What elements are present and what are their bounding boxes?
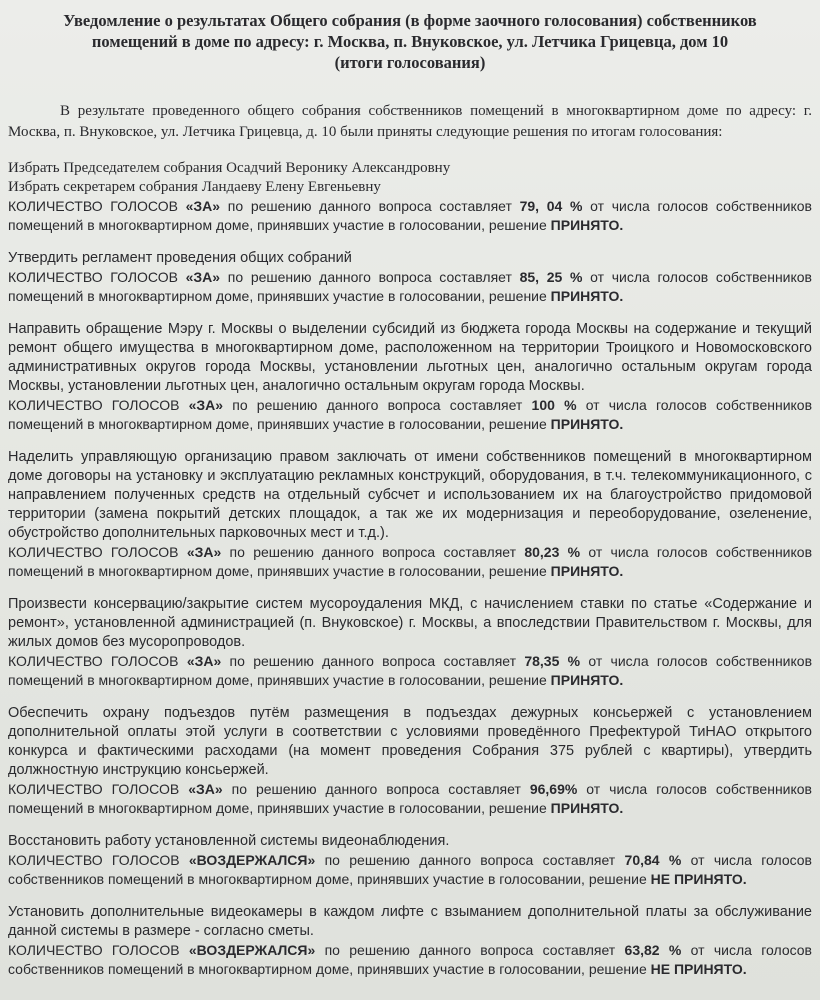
decision-status: НЕ ПРИНЯТО. <box>650 871 747 887</box>
notice-title <box>22 10 798 73</box>
vote-type-za: «ЗА» <box>188 397 224 413</box>
question-text-7: Восстановить работу установленной системы видеонаблюдения. <box>8 833 450 849</box>
question-text-5: Произвести консервацию/закрытие систем мусороудаления МКД, с начислением ставки по статье «Содержание и ремонт», установленной администрацией (п. Внуковское) г. Москвы, а впоследствии Правительством г. Москвы, для жилых домов без мусоропроводов. <box>8 596 812 650</box>
vote-type-abstain: «ВОЗДЕРЖАЛСЯ» <box>188 852 316 868</box>
decision-item-4 <box>8 448 812 581</box>
vote-percent: 63,82 % <box>624 942 682 958</box>
vote-type-za: «ЗА» <box>185 269 221 285</box>
vote-result-7: КОЛИЧЕСТВО ГОЛОСОВ «ВОЗДЕРЖАЛСЯ» по решению данного вопроса составляет 70,84 % от числа голосов собственников помещений в многоквартирном доме, принявших участие в голосовании, решение НЕ ПРИНЯТО. <box>8 852 812 887</box>
decision-item-8 <box>8 903 812 979</box>
vote-percent: 85, 25 % <box>519 269 583 285</box>
decision-status: НЕ ПРИНЯТО. <box>650 961 747 977</box>
question-text-3: Направить обращение Мэру г. Москвы о выделении субсидий из бюджета города Москвы на содержание и текущий ремонт общего имущества в многоквартирном доме, расположенном на территории Троицкого и Новомосковского административных округов города Москвы, установлении льготных цен, аналогично остальным округам города Москвы, установлении льготных цен, аналогично остальным округам города Москвы. <box>8 321 812 394</box>
vote-result-2: КОЛИЧЕСТВО ГОЛОСОВ «ЗА» по решению данного вопроса составляет 85, 25 % от числа голосов собственников помещений в многоквартирном доме, принявших участие в голосовании, решение ПРИНЯТО. <box>8 269 812 304</box>
decision-status: ПРИНЯТО. <box>550 217 624 233</box>
question-text-6: Обеспечить охрану подъездов путём размещения в подъездах дежурных консьержей с установлением дополнительной оплаты этой услуги в соответствии с условиями проведённого Префектурой ТиНАО открытого конкурса и фактическими расходами (на момент проведения Собрания 375 рублей с квартиры), утвердить должностную инструкцию консьержей. <box>8 705 812 778</box>
vote-percent: 96,69% <box>529 781 578 797</box>
vote-type-abstain: «ВОЗДЕРЖАЛСЯ» <box>188 942 316 958</box>
vote-type-za: «ЗА» <box>185 198 221 214</box>
vote-percent: 80,23 % <box>524 544 581 560</box>
vote-result-8: КОЛИЧЕСТВО ГОЛОСОВ «ВОЗДЕРЖАЛСЯ» по решению данного вопроса составляет 63,82 % от числа голосов собственников помещений в многоквартирном доме, принявших участие в голосовании, решение НЕ ПРИНЯТО. <box>8 942 812 977</box>
vote-percent: 79, 04 % <box>519 198 583 214</box>
decision-item-2 <box>8 249 812 306</box>
decision-item-5 <box>8 595 812 690</box>
title-line-2: помещений в доме по адресу: г. Москва, п. Внуковское, ул. Летчика Грицевца, дом 10 <box>91 32 729 51</box>
vote-type-za: «ЗА» <box>186 653 222 669</box>
question-text-8: Установить дополнительные видеокамеры в каждом лифте с взыманием дополнительной платы за обслуживание данной системы в размере - согласно сметы. <box>8 904 812 939</box>
decision-item-3 <box>8 320 812 434</box>
vote-result-3: КОЛИЧЕСТВО ГОЛОСОВ «ЗА» по решению данного вопроса составляет 100 % от числа голосов собственников помещений в многоквартирном доме, принявших участие в голосовании, решение ПРИНЯТО. <box>8 397 813 432</box>
question-line-1a: Избрать Председателем собрания Осадчий Веронику Александровну <box>8 160 451 176</box>
intro-paragraph: В результате проведенного общего собрания собственников помещений в многоквартирном доме по адресу: г. Москва, п. Внуковское, ул. Летчика Грицевца, д. 10 были приняты следующие решения по итогам голосования: <box>8 103 812 140</box>
vote-percent: 78,35 % <box>524 653 581 669</box>
vote-type-za: «ЗА» <box>188 781 223 797</box>
vote-result-6: КОЛИЧЕСТВО ГОЛОСОВ «ЗА» по решению данного вопроса составляет 96,69% от числа голосов собственников помещений в многоквартирном доме, принявших участие в голосовании, решение ПРИНЯТО. <box>8 781 812 816</box>
decision-status: ПРИНЯТО. <box>550 288 624 304</box>
vote-result-5: КОЛИЧЕСТВО ГОЛОСОВ «ЗА» по решению данного вопроса составляет 78,35 % от числа голосов собственников помещений в многоквартирном доме, принявших участие в голосовании, решение ПРИНЯТО. <box>8 653 813 688</box>
vote-type-za: «ЗА» <box>186 544 222 560</box>
vote-result-4: КОЛИЧЕСТВО ГОЛОСОВ «ЗА» по решению данного вопроса составляет 80,23 % от числа голосов собственников помещений в многоквартирном доме, принявших участие в голосовании, решение ПРИНЯТО. <box>8 544 813 579</box>
vote-percent: 100 % <box>531 397 577 413</box>
title-line-1: Уведомление о результатах Общего собрания (в форме заочного голосования) собственников <box>63 11 757 30</box>
vote-percent: 70,84 % <box>624 852 682 868</box>
question-line-1b: Избрать секретарем собрания Ландаеву Елену Евгеньевну <box>8 179 381 195</box>
question-text-4: Наделить управляющую организацию правом заключать от имени собственников помещений в многоквартирном доме договоры на установку и эксплуатацию рекламных конструкций, оборудования, в т.ч. телекоммуникационного, с направлением полученных средств на отдельный субсчет и использованием их на благоустройство придомовой территории (замена покрытий детских площадок, а так же их модернизация и переоборудование, озеленение, обустройство дополнительных парковочных мест и т.д.). <box>8 449 812 541</box>
vote-result-1: КОЛИЧЕСТВО ГОЛОСОВ «ЗА» по решению данного вопроса составляет 79, 04 % от числа голосов собственников помещений в многоквартирном доме, принявших участие в голосовании, решение ПРИНЯТО. <box>8 198 812 233</box>
decision-item-1 <box>8 159 812 235</box>
decision-status: ПРИНЯТО. <box>550 800 624 816</box>
decision-status: ПРИНЯТО. <box>550 416 624 432</box>
decision-item-7 <box>8 832 812 889</box>
question-text-2: Утвердить регламент проведения общих собраний <box>8 250 352 266</box>
decision-status: ПРИНЯТО. <box>550 563 624 579</box>
title-line-3: (итоги голосования) <box>334 53 486 72</box>
decision-status: ПРИНЯТО. <box>550 672 624 688</box>
decision-item-6 <box>8 704 812 818</box>
